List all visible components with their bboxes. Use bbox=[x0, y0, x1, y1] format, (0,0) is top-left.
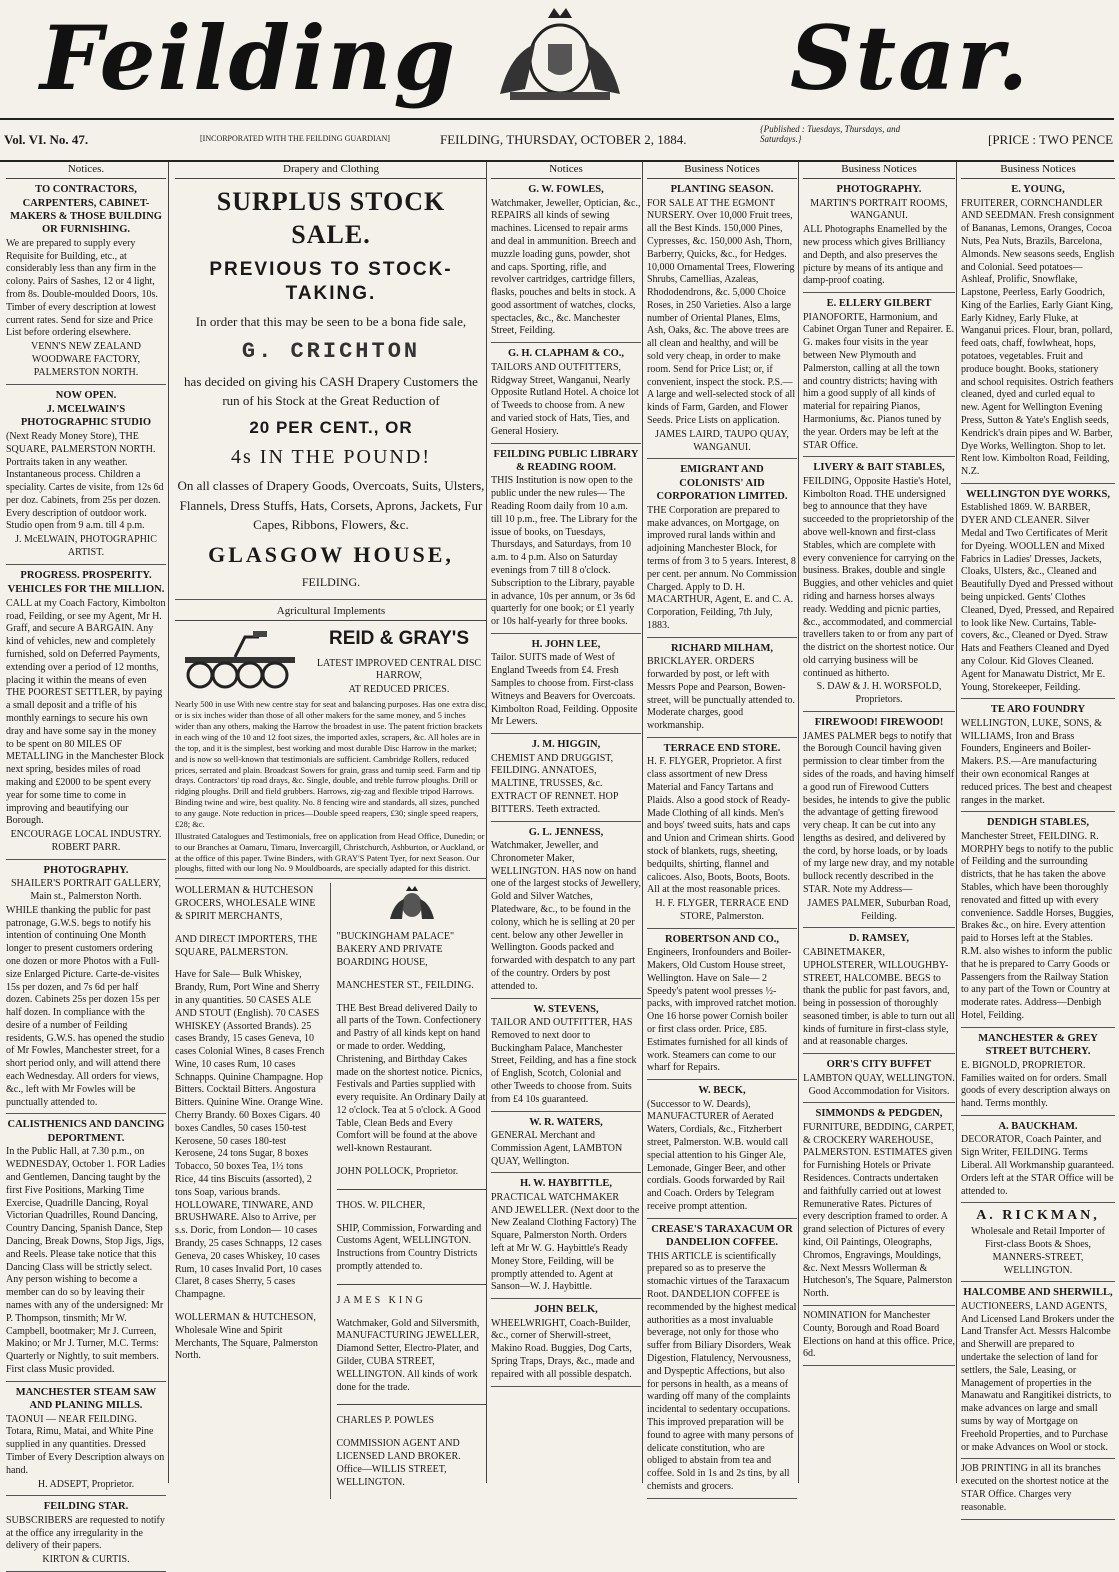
ad-body: ALL Photographs Enamelled by the new process which gives Brilliancy and Depth, and also preserves the picture by means of its antique and damp-proof coating. bbox=[803, 224, 948, 287]
advertisement bbox=[6, 1118, 166, 1381]
ad-body: NOMINATION for Manchester County, Borough and Road Board Elections on hand at this office. Price, 6d. bbox=[803, 1309, 955, 1360]
ad-body: PRACTICAL WATCHMAKER AND JEWELLER. (Next door to the New Zealand Clothing Factory) The Square, Palmerston North. Orders left at Mr W. G. Haybittle's Ready Money Store, Feilding, will be promptly attended to. Agent at Sanson—W. J. Haybittle. bbox=[491, 1191, 640, 1293]
ad-body: TAONUI — NEAR FEILDING. Totara, Rimu, Matai, and White Pine supplied in any quantities. Dressed Timber of Every Description always on hand. bbox=[6, 1413, 165, 1476]
ad-body: FOR SALE AT THE EGMONT NURSERY. Over 10,000 Fruit trees, all the Best Kinds. 150,000 Pines, Cypresses, &c. 150,000 Ash, Thorn, Barberry, Quicks, &c., for Hedges. 10,000 Ornamental Trees, Flowering Shrubs, Camellias, Azaleas, Rhododendrons, &c. 5,000 Choice Roses, in 250 Varieties. Also a large number of Oriental Planes, Elms, Ash, Oaks, &c. The above trees are all clean and healthy, and will be sold very cheap, in order to make room. Send for Price List; or, if convenient, inspect the stock. P.S.—A large and well-selected stock of all kinds of Farm, Garden, and Flower Seeds. Price Lists on application. bbox=[647, 197, 796, 427]
ad-title: E. ELLERY GILBERT bbox=[826, 298, 932, 310]
advertisement bbox=[961, 1032, 1115, 1116]
ad-signature: H. ADSEPT, Proprietor. bbox=[37, 1478, 135, 1490]
ad-title: E. YOUNG, bbox=[1011, 184, 1065, 196]
ad-body: (Next Ready Money Store), THE SQUARE, PALMERSTON NORTH. Portraits taken in any weather. Instantaneous process. Children a speciality. Cartes de visite, from 12s 6d per doz. Cabinets, from 25s per dozen. Every description of outdoor work. Studio open from 9 a.m. till 4 p.m. bbox=[6, 430, 164, 532]
advertisement bbox=[803, 297, 955, 457]
advertisement bbox=[6, 389, 166, 565]
ad-body: COMMISSION AGENT AND LICENSED LAND BROKER. Office—WILLIS STREET, WELLINGTON. bbox=[336, 1438, 461, 1488]
ad-body: Nearly 500 in use With new centre stay for seat and balancing purposes. Has one extra disc, or is six inches wider than those of all other makers for the same money, and 5 inches wider than any others, making the Harrow the broadest in use. The patent friction brackets in each wing of the 10 and 12 foot sizes, the imported axles, scrapers, &c. All holes are in the top, and it is the simplest, best working and most durable Disc Harrow in the market; and is now so well-known that testimonials are sufficient. Cambridge Rollers, reduced prices, serrated and plain. Broadcast Sowers for grain, grass and turnip seed. Farm and tip drays. Contractors' tip road drays, &c. Single, double, and treble furrow ploughs. Drill or ridging ploughs. Drill and field grubbers. Harrows, zig-zag and flexible tripod Harrows. Binding twine and wire, best quality. No. 8 fencing wire and standards, all sizes, punched to any gauge. Note reduction in prices—Double speed reapers, £30; single speed reapers, £28; &c. bbox=[175, 699, 488, 829]
ad-title: MANCHESTER STEAM SAW AND PLANING MILLS. bbox=[15, 1386, 157, 1412]
ad-title: TO CONTRACTORS, CARPENTERS, CABINET-MAKERS & THOSE BUILDING OR FURNISHING. bbox=[10, 184, 162, 236]
advertisement bbox=[961, 1120, 1115, 1203]
advertisement bbox=[803, 183, 955, 293]
masthead-title-left: Feilding bbox=[40, 6, 457, 110]
ad-subtitle: J. MCELWAIN'S PHOTOGRAPHIC STUDIO bbox=[20, 404, 152, 429]
ad-body: In the Public Hall, at 7.30 p.m., on WEDNESDAY, October 1. FOR Ladies and Gentlemen, Dancing taught by the first Five Positions, Marking Time Exercise, Quadrille Dancing, Royal Victorian Quadrilles, Round Dancing, Country Dancing, Spanish Dance, Step Dancing, Break Downs, Stop Jigs, Jigs, and Reels. Please take notice that this Dancing Class will be strictly select. Any person wishing to become a member can do so by leaving their names with any of the undersigned: Mr P. Thompson, tinsmith; Mr W. Campbell, bootmaker; Mr J. Curreen, Makino; or Mr J. Turner, M.C. Terms: Quarterly or Nightly, to suit members. First class Music provided. bbox=[6, 1146, 166, 1375]
column-header: Agricultural Implements bbox=[175, 604, 487, 621]
ad-body: THIS ARTICLE is scientifically prepared so as to preserve the stomachic virtues of the Taraxacum Root. DANDELION COFFEE is recommended by the highest medical authorities as a most invaluable beverage, not only for those who suffer from Biliary Disorders, Weak Digestion, Flatulency, Nervousness, and Dyspeptic Affections, but also for persons in health, as a means of warding off many of the complaints incidental to sedentary occupations. This improved preparation will be found to agree with many persons of delicate constitution, who are obliged to abstain from tea and coffee. Sold in 1s and 2s tins, by all chemists and grocers. bbox=[647, 1250, 797, 1492]
advertisement bbox=[803, 1107, 955, 1306]
ad-body: THE Best Bread delivered Daily to all parts of the Town. Confectionery and Pastry of all kinds kept on hand or made to order. Wedding, Christening, and Birthday Cakes made on the shortest notice. Picnics, Festivals and Parties supplied with every requisite. An Ordinary Daily at 12 o'clock. Tea at 5 o'clock. A Good Table, Clean Beds and Every Comfort will be found at the above well-known Restaurant. bbox=[336, 1002, 486, 1155]
ad-title: G. H. CLAPHAM & CO., bbox=[507, 348, 625, 360]
sale-subheadline: PREVIOUS TO STOCK-TAKING. bbox=[209, 258, 453, 304]
advertisement bbox=[803, 461, 955, 712]
ad-title: TE ARO FOUNDRY bbox=[990, 704, 1086, 716]
advertisement bbox=[647, 742, 797, 929]
advertisement bbox=[491, 448, 641, 634]
ad-body: Watchmaker, Gold and Silversmith, MANUFACTURING JEWELLER, Diamond Setter, Electro-Plater, and Gilder, CUBA STREET, WELLINGTON. All kinds of work done for the trade. bbox=[336, 1317, 480, 1393]
ad-body: SHIP, Commission, Forwarding and Customs Agent, WELLINGTON. Instructions from Country Districts promptly attended to. bbox=[336, 1222, 482, 1273]
ad-signature: JAMES PALMER, Suburban Road, Feilding. bbox=[807, 897, 951, 922]
sale-headline: SURPLUS STOCK SALE. bbox=[216, 187, 446, 250]
ad-subtitle: AND DIRECT IMPORTERS, THE SQUARE, PALMERSTON. bbox=[175, 933, 318, 958]
ad-title: A. BAUCKHAM. bbox=[998, 1120, 1078, 1132]
ad-body: (Successor to W. Deards), MANUFACTURER of Aerated Waters, Cordials, &c., Fitzherbert street, Palmerston. W.B. would call special attention to his Ginger Ale, Lemonade, Ginger Beer, and other cordials. Goods forwarded by Rail and Coach. Orders by Telegram receive prompt attention. bbox=[647, 1098, 789, 1212]
ad-title: H. JOHN LEE, bbox=[531, 638, 601, 650]
incorporated-note: [INCORPORATED WITH THE FEILDING GUARDIAN] bbox=[200, 134, 390, 143]
ad-body: Engineers, Ironfounders and Boiler-Makers, Old Custom House street, Wellington. Have on Sale— 2 Speedy's patent wool presses ½-packs, with improved ratchet motion. One 16 horse power Cornish boiler or first class order. Price, £85. Estimates furnished for all kinds of work. Steamers can come to our wharf for Repairs. bbox=[647, 947, 797, 1074]
column-1 bbox=[2, 162, 170, 1566]
ad-body: Illustrated Catalogues and Testimonials, free on application from Head Office, Dunedin; or to our Branches at Oamaru, Timaru, Invercargill, Christchurch, Ashburton, or Auckland, or at the office of this paper. Twine Binders, with GRAY'S Patent Tyer, for next Season. Our ploughs, fitted with our long No. 9 Mouldboards, are specially adapted for this district. bbox=[175, 830, 485, 874]
ad-title: W. STEVENS, bbox=[533, 1003, 599, 1015]
advertisement bbox=[6, 1500, 166, 1572]
ad-subtitle: MANCHESTER ST., FEILDING. bbox=[336, 979, 474, 991]
ad-title: ORR'S CITY BUFFET bbox=[826, 1059, 932, 1071]
ad-body: GENERAL Merchant and Commission Agent, LAMBTON QUAY, Wellington. bbox=[491, 1130, 623, 1167]
ad-body: CABINETMAKER, UPHOLSTERER, WILLOUGHBY-STREET, HALCOMBE. BEGS to thank the public for past favors, and, being in possession of thoroughly seasoned timber, is able to turn out all kinds of furniture in first-class style, and at reasonable charges. bbox=[803, 946, 955, 1048]
ad-signature: S. DAW & J. H. WORSFOLD, Proprietors. bbox=[816, 681, 942, 706]
ad-body: We are prepared to supply every Requisite for Building, etc., at considerably less than any firm in the colony. Pairs of Sashes, 12 or 4 light, from 8s. Double-moulded Doors, 10s. Timber of every description at lowest current rates. Send for size and Price List before ordering elsewhere. bbox=[6, 237, 158, 339]
advertisement bbox=[803, 1310, 955, 1366]
ad-title: JAMES KING bbox=[336, 1294, 426, 1306]
ad-title: "BUCKINGHAM PALACE" BAKERY AND PRIVATE BOARDING HOUSE, bbox=[336, 931, 455, 968]
ad-body: WHEELWRIGHT, Coach-Builder, &c., corner of Sherwill-street, Makino Road. Buggies, Dog Carts, Spring Traps, Drays, &c., made and repaired with all possible despatch. bbox=[491, 1317, 635, 1380]
column-header: Business Notices bbox=[961, 162, 1115, 179]
divider bbox=[337, 1404, 488, 1405]
ad-body: TAILOR AND OUTFITTER, HAS Removed to next door to Buckingham Palace, Manchester Street, Feilding, and has a fine stock of English, Scotch, Colonial and other Tweeds to choose from. Suits from £4 10s guaranteed. bbox=[491, 1017, 637, 1105]
store-name: GLASGOW HOUSE, bbox=[208, 541, 454, 567]
column-2 bbox=[168, 162, 493, 1488]
ad-body: E. BIGNOLD, PROPRIETOR. Families waited on for orders. Small goods of every description always on hand. Terms monthly. bbox=[961, 1059, 1111, 1110]
ad-title: D. RAMSEY, bbox=[849, 933, 909, 945]
advertisement bbox=[647, 1084, 797, 1219]
ad-body: Watchmaker, Jeweller, Optician, &c., REPAIRS all kinds of sewing machines. Licensed to repair arms and deal in ammunition. Breech and muzzle loading guns, powder, shot and caps. Sporting, rifle, and revolver cartridges, cartridge fillers, flasks, pouches and belts in stock. A good assortment of watches, clocks, spectacles, &c., &c. Manchester Street, Feilding. bbox=[491, 197, 641, 337]
ad-signature: J. McELWAIN, PHOTOGRAPHIC ARTIST. bbox=[15, 534, 157, 559]
ad-body: CHEMIST AND DRUGGIST, FEILDING. ANNATOES, MALTINE, TRUSSES, &c. EXTRACT OF RENNET. HOP BITTERS. Teeth extracted. bbox=[491, 752, 619, 815]
ad-title: CHARLES P. POWLES bbox=[336, 1415, 435, 1427]
ad-body: CALL at my Coach Factory, Kimbolton road, Feilding, or see my Agent, Mr H. Graff, and secure A BARGAIN. Any kind of vehicles, new and completely furnished, sold on Deferred Payments, extending over a period of 12 months, placing it within the means of even THE POOREST SETTLER, by paying a small deposit and a trifle of his monthly earnings to secure his own dray and have some say in the money to be spent on 80 MILES OF METALLING in the Manchester Block next spring, besides miles of road making and £2000 to be spent every year for some time to come in improving and beautifying our Borough. bbox=[6, 597, 166, 827]
column-5 bbox=[798, 162, 959, 1483]
ad-subtitle: SHAILER'S PORTRAIT GALLERY, Main st., Palmerston North. bbox=[10, 878, 161, 902]
advertisement bbox=[647, 463, 797, 637]
advertisement bbox=[803, 932, 955, 1054]
ad-signature: VENN'S NEW ZEALAND WOODWARE FACTORY, PALMERSTON NORTH. bbox=[31, 341, 141, 378]
column-header: Notices bbox=[491, 162, 641, 179]
advertisement bbox=[961, 703, 1115, 812]
ad-signature: WOLLERMAN & HUTCHESON, Wholesale Wine and Spirit Merchants, The Square, Palmerston North. bbox=[175, 1312, 318, 1362]
ad-body: FURNITURE, BEDDING, CARPET, & CROCKERY WAREHOUSE, PALMERSTON. ESTIMATES given for Furnishing Hotels or Private Residences. Contracts undertaken and faithfully carried out at lowest Remunerative Rates. Pictures of every description framed to order. A grand selection of Pictures of every kind, Oil Paintings, Oleographs, Chromos, Engravings, Mouldings, &c. Next Messrs Wollerman & Hutcheson's, The Square, Palmerston North. bbox=[803, 1121, 955, 1300]
disc-harrow-illustration-icon bbox=[175, 627, 305, 697]
ad-title: PROGRESS. PROSPERITY. bbox=[20, 569, 152, 581]
ad-title: MANCHESTER & GREY STREET BUTCHERY. bbox=[978, 1032, 1098, 1058]
ad-title: FIREWOOD! FIREWOOD! bbox=[814, 717, 944, 729]
discount-line: 20 PER CENT., OR bbox=[249, 417, 413, 437]
advertisement bbox=[6, 183, 166, 385]
advertisement bbox=[491, 347, 641, 443]
ad-subtitle: LATEST IMPROVED CENTRAL DISC HARROW, bbox=[316, 657, 482, 682]
ad-title: PLANTING SEASON. bbox=[670, 184, 774, 196]
advertisement bbox=[961, 1207, 1115, 1282]
column-4 bbox=[642, 162, 801, 1492]
sale-text: has decided on giving his CASH Drapery Customers the run of his Stock at the Great Reduction of bbox=[184, 373, 478, 409]
price: [PRICE : TWO PENCE bbox=[988, 132, 1114, 147]
advertisement bbox=[647, 1223, 797, 1499]
merchant-name: G. CRICHTON bbox=[241, 338, 421, 364]
sale-text: On all classes of Drapery Goods, Overcoats, Suits, Ulsters, Flannels, Dress Stuffs, Hats, Corsets, Aprons, Jackets, Fur Capes, Ribbons, Flowers, &c. bbox=[177, 478, 485, 533]
ad-subtitle: MARTIN'S PORTRAIT ROOMS, WANGANUI. bbox=[810, 197, 948, 222]
ad-title: LIVERY & BAIT STABLES, bbox=[813, 462, 945, 474]
column-header: Notices. bbox=[6, 162, 166, 179]
advertisement bbox=[803, 716, 955, 928]
advertisement bbox=[961, 816, 1115, 1027]
issue-date: FEILDING, THURSDAY, OCTOBER 2, 1884. bbox=[440, 132, 687, 147]
ad-signature: JAMES LAIRD, TAUPO QUAY, WANGANUI. bbox=[655, 428, 789, 453]
ad-body: Wholesale and Retail Importer of First-class Boots & Shoes, MANNERS-STREET, WELLINGTON. bbox=[971, 1226, 1105, 1276]
advertisement bbox=[491, 638, 641, 734]
volume-number: Vol. VI. No. 47. bbox=[4, 132, 89, 147]
column-6 bbox=[956, 162, 1119, 1513]
publication-days: {Published : Tuesdays, Thursdays, and Saturdays.} bbox=[760, 124, 901, 144]
ad-body: JOB PRINTING in all its branches executed on the shortest notice at the STAR Office. Charges very reasonable. bbox=[961, 1463, 1109, 1513]
masthead bbox=[0, 0, 1114, 112]
advertisement bbox=[491, 1116, 641, 1174]
divider bbox=[337, 1284, 488, 1285]
ad-title: G. L. JENNESS, bbox=[528, 826, 604, 838]
crichton-advertisement bbox=[175, 185, 487, 600]
ad-title: THOS. W. PILCHER, bbox=[336, 1199, 426, 1211]
ad-body: JAMES PALMER begs to notify that the Borough Council having given permission to clear timber from the sides of the roads, and having himself a good run of Firewood Cutters besides, he intends to give the public the advantage of getting firewood very cheap. It can be cut into any lengths as desired, and delivered by the cord, by horse loads, or by loads of my large new dray, and my notable bullock recently described in the STAR. Note my Address— bbox=[803, 730, 955, 896]
ad-body: TAILORS AND OUTFITTERS, Ridgway Street, Wanganui, Nearly Opposite Rutland Hotel. A choice lot of Tweeds to choose from. A new and varied stock of Hats, Ties, and General Hosiery. bbox=[491, 361, 639, 437]
ad-title: TERRACE END STORE. bbox=[663, 742, 781, 754]
ad-title: CREASE'S TARAXACUM OR DANDELION COFFEE. bbox=[651, 1223, 793, 1249]
advertisement bbox=[6, 1386, 166, 1497]
masthead-title-right: Star. bbox=[790, 6, 1031, 110]
sale-text: In order that this may be seen to be a bona fide sale, bbox=[195, 314, 467, 330]
ad-body: Have for Sale— Bulk Whiskey, Brandy, Rum, Port Wine and Sherry in any quantities. 50 CASES ALE AND STOUT (English). 70 CASES WHISKEY (Assorted Brands). 25 cases Brandy, 15 cases Geneva, 10 cases Colonial Wines, 8 cases French Wine, 10 cases Rum, 10 cases Schnapps. Quinine Champagne. Hop Bitters. Cocktail Bitters. Angostura Bitters. Quinine Wine. Orange Wine. Cherry Brandy. 60 Boxes Cigars. 40 boxes Candles, 50 cases 150-test Kerosene, 50 cases 180-test Kerosene, 24 tons Sugar, 8 boxes Tobacco, 50 boxes Tea, 1½ tons Rice, 44 tins Biscuits (assorted), 2 tons Soap, various brands. HOLLOWARE, TINWARE, AND BRUSHWARE. Also to Arrive, per s.s. Doric, from London— 10 cases Brandy, 25 cases Schnapps, 12 cases Geneva, 20 cases Whiskey, 10 cases Rum, 10 cases Invalid Port, 10 cases Claret, 8 cases Sherry, 5 cases Champagne. bbox=[175, 969, 325, 1301]
ad-body: DECORATOR, Coach Painter, and Sign Writer, FEILDING. Terms Liberal. All Workmanship guaranteed. Orders left at the STAR Office will be attended to. bbox=[961, 1134, 1115, 1197]
ad-title: WOLLERMAN & HUTCHESON GROCERS, WHOLESALE WINE & SPIRIT MERCHANTS, bbox=[175, 885, 316, 922]
advertisement bbox=[961, 1463, 1115, 1519]
advertisement bbox=[961, 183, 1115, 484]
column-header: Business Notices bbox=[647, 162, 797, 179]
ad-title: W. BECK, bbox=[698, 1085, 746, 1097]
ad-subtitle: VEHICLES FOR THE MILLION. bbox=[7, 584, 165, 596]
ad-body: Tailor. SUITS made of West of England Tweeds from £4. Fresh Samples to choose from. First-class Witneys and Beavers for Overcoats. Kimbolton Road, Feilding. Opposite Mr Lewers. bbox=[491, 652, 638, 728]
discount-line: 4s IN THE POUND! bbox=[231, 445, 431, 468]
ad-title: DENDIGH STABLES, bbox=[987, 817, 1089, 829]
ad-title: ROBERTSON AND CO., bbox=[665, 933, 779, 945]
advertisement bbox=[647, 933, 797, 1080]
ad-signature: H. F. FLYGER, TERRACE END STORE, Palmerston. bbox=[655, 898, 789, 922]
advertisement bbox=[491, 738, 641, 821]
advertisement bbox=[491, 183, 641, 343]
advertisement bbox=[491, 1003, 641, 1112]
ad-signature: KIRTON & CURTIS. bbox=[42, 1554, 130, 1566]
ad-subtitle: AT REDUCED PRICES. bbox=[348, 684, 450, 696]
ad-body: LAMBTON QUAY, WELLINGTON. Good Accommodation for Visitors. bbox=[803, 1072, 955, 1097]
right-subcolumn bbox=[337, 883, 488, 1499]
advertisement bbox=[647, 183, 797, 459]
dateline bbox=[0, 118, 1114, 162]
ad-body: H. F. FLYGER, Proprietor. A first class assortment of new Dress Material and Fancy Tartans and Plaids. Also a good stock of Ready-Made Clothing of all kinds. Men's and boys' tweed suits, hats and caps and Union and Crimean shirts. Good stock of blankets, rugs, sheeting, bedquilts, shirting, flannel and calicoes. Also, Boots, Boots, Boots. All at the most reasonable prices. bbox=[647, 756, 795, 896]
ad-body: Watchmaker, Jeweller, and Chronometer Maker, WELLINGTON. HAS now on hand one of the largest stocks of Jewellery, Gold and Silver Watches, Platedware, &c., to be found in the colony, which he is selling at 20 per cent. below any other Jeweller in Wellington. Goods packed and forwarded with despatch to any part of the country. Orders by post attended to. bbox=[491, 840, 641, 992]
reid-gray-title: REID & GRAY'S bbox=[328, 628, 469, 650]
column-3 bbox=[486, 162, 645, 1483]
column-header: Drapery and Clothing bbox=[175, 162, 487, 179]
advertisement bbox=[491, 1303, 641, 1386]
royal-crest-icon bbox=[470, 4, 650, 104]
advertisement bbox=[647, 642, 797, 738]
advertisement bbox=[491, 826, 641, 999]
ad-title: H. W. HAYBITTLE, bbox=[519, 1178, 613, 1190]
ad-title: PHOTOGRAPHY. bbox=[43, 864, 129, 876]
wollerman-advertisement bbox=[175, 883, 331, 1499]
ad-body: FRUITERER, CORNCHANDLER AND SEEDMAN. Fresh consignment of Bananas, Lemons, Oranges, Cocoa Nuts, Pea Nuts, Brazils, Barcelona, Almonds. New seasons seeds, English and Colonial. Seed potatoes—Ashleaf, Prolific, Snowflake, Lapstone, Peerless, Early Goodrich, King of the Earlies, Early Giant King, Early Kidney, Early Fluke, at Wanganui prices. Flour, bran, pollard, feed oats, chaff, fowlwheat, hops, potatoes, vegetables. Fruit and produce bought. Books, stationery and school requisites. Ostrich feathers cleaned, dyed and curled equal to new. Agent for Wellington Evening Press, Sutton & Yate's English seeds, Kendrick's drain pipes and W. Barber, Dye Works, Wellington. Shop to let. Rent low. Kimbolton Road, Feilding, N.Z. bbox=[961, 197, 1115, 478]
divider bbox=[337, 1189, 488, 1190]
ad-body: AUCTIONEERS, LAND AGENTS, And Licensed Land Brokers under the Land Transfer Act. Messrs Halcombe and Sherwill are prepared to undertake the selection of land for settlers, the Sale, Leasing, or Management of properties in the Manawatu and Rangitikei districts, to make advances on large and small sums by way of Mortgage on Freehold Properties, and to Purchase or make Advances on Wool or stock. bbox=[961, 1300, 1115, 1453]
ad-title: FEILDING PUBLIC LIBRARY & READING ROOM. bbox=[493, 448, 639, 473]
advertisement bbox=[6, 864, 166, 1115]
reid-gray-advertisement bbox=[175, 627, 487, 879]
royal-arms-icon bbox=[382, 885, 442, 921]
ad-body: WHILE thanking the public for past patronage, G.W.S. begs to notify his intention of continuing One Month longer to present customers ordering one dozen or more Photos with a Full-size Enlarged Picture. Carte-de-visites 15s per dozen, and 7s 6d per half dozen. Cabinets 25s per dozen 15s per half dozen. In compliance with the desire of a number of Feilding residents, G.W.S. has opened the studio of Mr Fowles, Manchester street, for a short period only, and will attend there each Wednesday. All orders for views, &c., left with Mr Fowles will be punctually attended to. bbox=[6, 904, 165, 1108]
store-town: FEILDING. bbox=[301, 574, 361, 589]
ad-body: WELLINGTON, LUKE, SONS, & WILLIAMS, Iron and Brass Founders, Engineers and Boiler-Makers. P.S.—Are manufacturing their own economical Ranges at reduced prices. The best and cheapest ranges in the market. bbox=[961, 717, 1112, 806]
advertisement bbox=[961, 488, 1115, 699]
ad-body: THE Corporation are prepared to make advances, on Mortgage, on improved rural lands within and adjoining Manchester Block, for terms of from 3 to 5 years. Interest, 8 per cent. per annum. No Commission Charged. Apply to D. H. MACARTHUR, Agent, E. and C. A. Corporation, Feilding, 7th July, 1883. bbox=[647, 504, 797, 631]
ad-title: HALCOMBE AND SHERWILL, bbox=[963, 1287, 1113, 1299]
ad-title: G. W. FOWLES, bbox=[528, 184, 604, 196]
ad-title: A. RICKMAN, bbox=[976, 1208, 1100, 1224]
ad-title: SIMMONDS & PEDGDEN, bbox=[815, 1108, 943, 1120]
ad-title: J. M. HIGGIN, bbox=[531, 739, 601, 751]
advertisement bbox=[491, 1177, 641, 1299]
ad-title: EMIGRANT AND COLONISTS' AID CORPORATION LIMITED. bbox=[656, 464, 788, 503]
ad-title: JOHN BELK, bbox=[534, 1304, 598, 1316]
advertisement bbox=[6, 569, 166, 860]
advertisement bbox=[803, 1058, 955, 1103]
two-column-block bbox=[175, 883, 487, 1499]
ad-body: BRICKLAYER. ORDERS forwarded by post, or left with Messrs Pope and Pearson, Bowen-street, will be punctually attended to. Moderate charges, good workmanship. bbox=[647, 656, 796, 732]
ad-body: SUBSCRIBERS are requested to notify at the office any irregularity in the delivery of their papers. bbox=[6, 1514, 165, 1552]
ad-body: PIANOFORTE, Harmonium, and Cabinet Organ Tuner and Repairer. E. G. makes four visits in the year between New Plymouth and Palmerston, calling at all the town and country districts; having with him a good supply of all kinds of material for repairing Pianos, Harmoniums, &c. Pianos tuned by the year. Orders may be left at the STAR Office. bbox=[803, 311, 955, 451]
ad-title: CALISTHENICS AND DANCING DEPORTMENT. bbox=[7, 1119, 165, 1144]
ad-signature: JOHN POLLOCK, Proprietor. bbox=[336, 1166, 459, 1178]
ad-body: Established 1869. W. BARBER, DYER AND CLEANER. Silver Medal and Two Certificates of Merit for Dyeing. WOOLLEN and Mixed Fabrics in Ladies' Dresses, Jackets, Cloaks, Ulsters, &c., Cleaned and Beautifully Dyed and Pressed without being unpicked. Gents' Clothes Cleaned, Dyed, Pressed, and Repaired to look like New. Curtains, Table-covers, &c., Cleaned or Dyed. Straw Hats and Feathers Cleaned and Dyed any Colour. Kid Gloves Cleaned. Agent for Manawatu District, Mr E. Young, Storekeeper, Feilding. bbox=[961, 502, 1115, 693]
ad-body: Manchester Street, FEILDING. R. MORPHY begs to notify to the public of Feilding and the surrounding districts, that he has taken the above Stables, which have been thoroughly renovated and fitted up with every convenience. Saddle Horses, Buggies, Brakes &c., on hire. Every attention paid to Horses left at the Stables. R.M. also wishes to inform the public that he is prepared to Carry Goods or Passengers from the Railway Station to any part of the Town or Country at moderate rates. Address—Denbigh Hotel, Feilding. bbox=[961, 830, 1114, 1022]
ad-title: WELLINGTON DYE WORKS, bbox=[965, 489, 1111, 501]
ad-body: FEILDING, Opposite Hastie's Hotel, Kimbolton Road. THE undersigned beg to announce that they have succeeded to the proprietorship of the above well-known and first-class Stables, which are complete with every convenience for carrying on the business. Brakes, double and single Buggies, and other vehicles and quiet riding and harness horses always ready. Wedding and picnic parties, &c., accommodated, and commercial travellers taken to or from any part of the district on the shortest notice. Our old carrying business will be continued as hitherto. bbox=[803, 475, 955, 679]
ad-title: NOW OPEN. bbox=[55, 389, 117, 401]
ad-title: FEILDING STAR. bbox=[43, 1501, 129, 1513]
ad-body: THIS Institution is now open to the public under the new rules— The Reading Room daily from 10 a.m. till 10 p.m., free. The Library for the issue of books, on Tuesdays, Thursdays, and Saturdays, from 10 a.m. to 4 p.m. Also on Saturday evenings from 7 till 8 o'clock. Subscription to the Library, payable in advance, 10s per annum, or 3s 6d quarterly for one book; or £1 yearly or 10s half-yearly for three books. bbox=[491, 475, 638, 628]
ad-title: W. R. WATERS, bbox=[529, 1116, 603, 1128]
column-header: Business Notices bbox=[803, 162, 955, 179]
ad-title: RICHARD MILHAM, bbox=[670, 642, 774, 654]
advertisement bbox=[961, 1286, 1115, 1459]
ad-signature: ENCOURAGE LOCAL INDUSTRY. ROBERT PARR. bbox=[10, 829, 162, 853]
ad-title: PHOTOGRAPHY. bbox=[836, 184, 922, 196]
